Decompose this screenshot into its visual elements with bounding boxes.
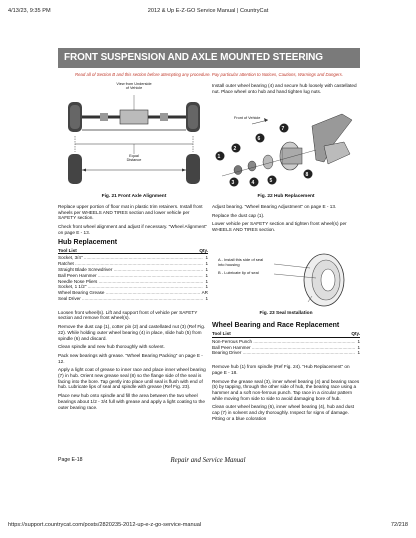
right-paragraph-7: Clean outer wheel bearing (6), inner wheel bearing (4), hub and dust cap (7) in solvent and dry thoroughly. Inspect for signs of damage. Pitting or a blue coloration [212, 404, 355, 421]
tool-row: Seal Driver ..... 1 [58, 296, 208, 302]
warning-note: Read all of Section B and this section before attempting any procedure. Pay particular attention to Notices, Cautions, Warnings and Dangers. [75, 72, 343, 77]
callout-7: 7 [281, 125, 285, 132]
figure-hub-replacement [212, 106, 360, 190]
tool-list-header: Tool List Qty. [58, 247, 208, 253]
tool-row: Ratchet ..... 1 [58, 261, 208, 267]
hub-replacement-heading: Hub Replacement [58, 238, 118, 246]
print-doc-title: 2012 & Up E-Z-GO Service Manual | CountryCat [147, 8, 269, 14]
callout-3: 3 [231, 179, 235, 186]
tool-row: Non-Ferrous Punch ..... 1 [212, 339, 360, 345]
left-paragraph-8: Place new hub onto spindle and fill the area between the two wheel bearings about 1/2 - 3/4 full with grease and apply a light coating to the outer bearing race. [58, 393, 205, 410]
left-paragraph-1: Replace upper portion of floor mat in plastic trim retainers. Install front wheels per WHEELS AND TIRES section and lower vehicle per SAFETY section. [58, 204, 203, 221]
right-column-upper [212, 204, 360, 233]
equal-distance-label: Equal Distance [126, 154, 142, 163]
front-of-vehicle-label: Front of Vehicle [234, 116, 261, 120]
right-paragraph-4: Lower vehicle per SAFETY section and tighten front wheel(s) per WHEELS AND TIRES section. [212, 221, 347, 233]
callout-2: 2 [233, 145, 237, 152]
seal-note-b: B - Lubricate lip of seal [218, 270, 259, 275]
figure-front-axle-alignment [60, 80, 208, 192]
tool-row: Ball Peen Hammer ..... 1 [212, 345, 360, 351]
right-paragraph-2: Adjust bearing. “Wheel Bearing Adjustment” on page E - 13. [212, 204, 337, 209]
left-paragraph-4: Remove the dust cap (1), cotter pin (2) and castellated nut (3) (Ref Fig. 22). While holding outer wheel bearing (4) in place, slide hub (5) from spindle (6) and discard. [58, 324, 206, 341]
callout-6: 6 [257, 135, 261, 142]
fig23-caption: Fig. 23 Seal Installation [259, 311, 313, 316]
seal-note-a: A - Install this side of seal into housing [218, 257, 264, 267]
page-number: Page E-18 [58, 457, 83, 463]
tool-row: Bearing Driver ..... 1 [212, 350, 360, 356]
left-paragraph-6: Pack new bearings with grease. “Wheel Bearing Packing” on page E - 12. [58, 352, 203, 364]
tool-row: Ball Peen Hammer ..... 1 [58, 273, 208, 279]
callout-4: 4 [251, 179, 255, 186]
right-paragraph-6: Remove the grease seal (3), inner wheel bearing (4) and bearing races (5) by tapping, through the other side of hub, the bearing race using a hammer and a soft non-ferrous punch. Tap race in a circular pattern while moving from side to side to avoid damaging bore of hub. [212, 378, 360, 401]
right-column-lower [212, 322, 360, 422]
tool-row: Straight Blade Screwdriver ..... 1 [58, 267, 208, 273]
tool-list-header: Tool List Qty. [212, 331, 360, 336]
left-paragraph-7: Apply a light coat of grease to inner race and place inner wheel bearing (7) in hub. Orient new grease seal (8) so the flange side of the seal is facing into the bore. Tap gently into place until seal is flush with end of hub. Lubricate lips of seal and spindle with grease (Ref Fig. 23). [58, 367, 206, 390]
tool-row: Socket, 3/4" ..... 1 [58, 255, 208, 261]
manual-title-footer: Repair and Service Manual [170, 457, 246, 464]
left-paragraph-2: Check front wheel alignment and adjust if necessary. “Wheel Alignment” on page E - 13. [58, 224, 207, 235]
section-title: FRONT SUSPENSION AND AXLE MOUNTED STEERING [64, 52, 323, 63]
callout-5: 5 [269, 177, 273, 184]
tool-row: Socket, 1 1/2" ..... 1 [58, 284, 208, 290]
callout-8: 8 [305, 171, 309, 178]
wheel-bearing-race-heading: Wheel Bearing and Race Replacement [212, 322, 340, 329]
hub-tool-list [58, 248, 208, 302]
print-datetime: 4/13/23, 9:35 PM [8, 8, 51, 14]
view-from-underside-label: View from Underside of Vehicle [116, 82, 152, 91]
right-paragraph-3: Replace the dust cap (1). [212, 212, 265, 218]
figure-seal-installation [212, 250, 360, 310]
callout-1: 1 [217, 153, 221, 160]
tool-row: Needle Nose Pliers ..... 1 [58, 279, 208, 285]
print-page-count: 72/218 [390, 522, 408, 528]
left-column [58, 204, 208, 410]
print-url: https://support.countrycat.com/posts/2820235-2012-up-e-z-go-service-manual [8, 522, 202, 528]
section-banner [58, 48, 360, 68]
right-paragraph-1: Install outer wheel bearing (4) and secure hub loosely with castellated nut. Place wheel onto hub and hand tighten lug nuts. [212, 83, 357, 94]
tool-row: Wheel Bearing Grease ..... AR [58, 290, 208, 296]
fig21-caption: Fig. 21 Front Axle Alignment [101, 194, 167, 199]
fig22-caption: Fig. 22 Hub Replacement [257, 194, 315, 199]
axle-alignment-illustration [60, 80, 208, 192]
right-paragraph-5: Remove hub (1) from spindle (Ref Fig. 24). “Hub Replacement” on page E - 18. [212, 364, 350, 375]
left-paragraph-3: Loosen front wheel(s). Lift and support front of vehicle per SAFETY section and remove front wheel(s). [58, 309, 198, 321]
left-paragraph-5: Clean spindle and new hub thoroughly with solvent. [58, 344, 165, 350]
race-tool-list [212, 331, 360, 356]
